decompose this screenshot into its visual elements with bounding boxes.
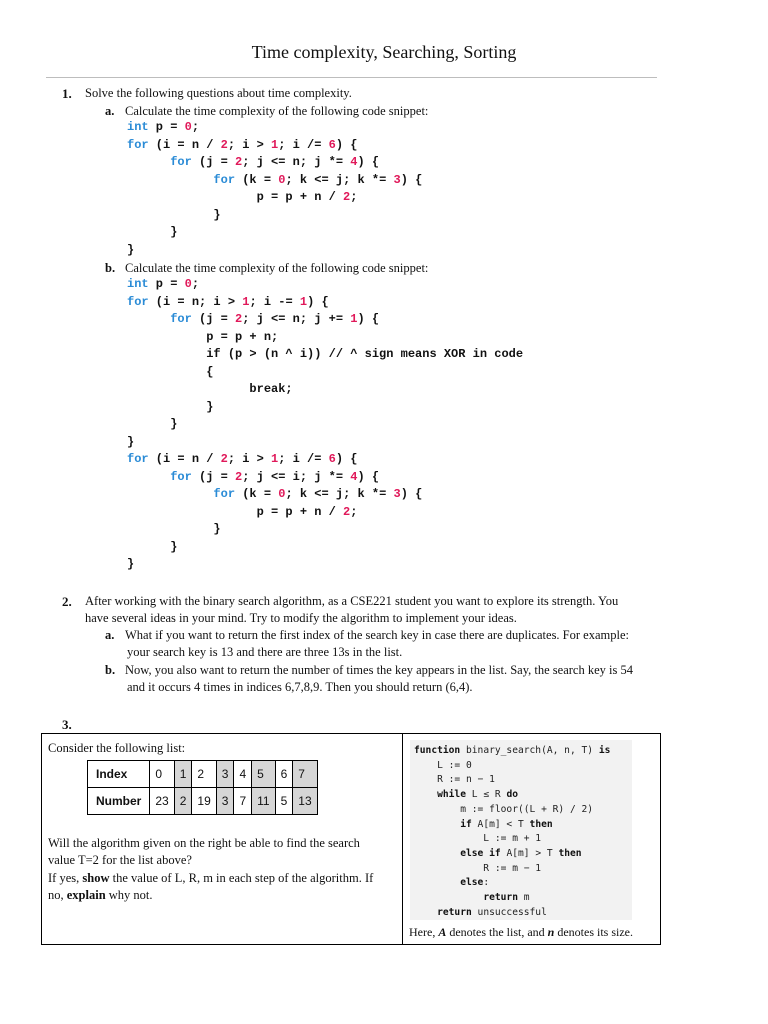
- question-2a: [105, 627, 629, 644]
- index-cell: 7: [293, 761, 317, 788]
- instr-show: show: [82, 871, 110, 885]
- question-3-intro: Consider the following list:: [48, 741, 186, 755]
- question-2b-label: b.: [105, 663, 116, 677]
- question-1b-text: Calculate the time complexity of the following code snippet:: [125, 261, 429, 275]
- index-cell: 3: [216, 761, 234, 788]
- instr-end: why not.: [105, 888, 153, 902]
- page-title: Time complexity, Searching, Sorting: [251, 42, 517, 62]
- instr-mid: the value of L, R, m in each step of the algorithm. If: [109, 871, 374, 885]
- question-3-number: 3.: [62, 717, 72, 732]
- number-cell: 19: [192, 788, 216, 815]
- note-mid: denotes the list, and: [446, 925, 548, 939]
- question-2-number: 2.: [62, 594, 72, 609]
- question-1b-label: b.: [105, 261, 116, 275]
- question-2-text-line1: After working with the binary search algorithm, as a CSE221 student you want to explore its strength. You: [85, 594, 619, 608]
- code-snippet-1b: int p = 0; for (i = n; i > 1; i -= 1) { for (j = 2; j <= n; j += 1) { p = p + n; if (p > (n ^ i)) // ^ sign means XOR in code { break; } } } for (i = n / 2; i > 1; i /= 6) { for (j = 2; j <= i; j *= 4) { for (k = 0; k <= j; k *= 3) { p = p + n / 2; } } }: [127, 277, 524, 571]
- question-1-number: 1.: [62, 86, 72, 101]
- instr-explain: explain: [66, 888, 106, 902]
- index-cell: 2: [192, 761, 216, 788]
- index-row: [88, 761, 318, 788]
- number-cell: 3: [216, 788, 234, 815]
- question-3-line2: value T=2 for the list above?: [48, 853, 192, 867]
- index-cell: 0: [150, 761, 174, 788]
- binary-search-algorithm: function binary_search(A, n, T) is L := 0 R := n − 1 while L ≤ R do m := floor((L + R) / 2) if A[m] < T then L := m + 1 else if A[m] > T then R := m − 1 else: return m return unsuccessful: [410, 740, 632, 920]
- number-header: Number: [88, 788, 150, 815]
- question-1-text: Solve the following questions about time complexity.: [85, 86, 352, 100]
- question-3-line1: Will the algorithm given on the right be able to find the search: [48, 836, 360, 850]
- box-divider: [402, 734, 403, 944]
- list-table: [87, 760, 318, 815]
- note-a: A: [438, 925, 447, 939]
- question-2a-line1: What if you want to return the first index of the search key in case there are duplicates. For example:: [125, 628, 629, 642]
- question-2b-line2: and it occurs 4 times in indices 6,7,8,9. Then you should return (6,4).: [127, 680, 473, 694]
- question-2-text-line2: have several ideas in your mind. Try to modify the algorithm to implement your ideas.: [85, 611, 517, 625]
- question-2b: [105, 662, 633, 679]
- number-cell: 2: [174, 788, 192, 815]
- number-cell: 7: [234, 788, 252, 815]
- number-cell: 11: [252, 788, 275, 815]
- question-1a-label: a.: [105, 104, 115, 118]
- index-cell: 1: [174, 761, 192, 788]
- question-1b: [105, 260, 428, 277]
- question-3-instruction-line2: [48, 887, 153, 904]
- algorithm-note: [409, 925, 633, 940]
- note-n: n: [547, 925, 555, 939]
- question-2a-label: a.: [105, 628, 115, 642]
- number-cell: 23: [150, 788, 174, 815]
- index-cell: 4: [234, 761, 252, 788]
- number-cell: 13: [293, 788, 317, 815]
- number-cell: 5: [275, 788, 293, 815]
- question-3-instruction-line1: [48, 870, 373, 887]
- question-1a-text: Calculate the time complexity of the following code snippet:: [125, 104, 429, 118]
- instr-pre: If yes,: [48, 871, 83, 885]
- note-end: denotes its size.: [554, 925, 634, 939]
- instr-no: no,: [48, 888, 67, 902]
- number-row: [88, 788, 318, 815]
- index-header: Index: [88, 761, 150, 788]
- question-2a-line2: your search key is 13 and there are three 13s in the list.: [127, 645, 403, 659]
- question-2b-line1: Now, you also want to return the number of times the key appears in the list. Say, the search key is 54: [125, 663, 633, 677]
- index-cell: 5: [252, 761, 275, 788]
- code-snippet-1a: int p = 0; for (i = n / 2; i > 1; i /= 6) { for (j = 2; j <= n; j *= 4) { for (k = 0; k <= j; k *= 3) { p = p + n / 2; } } }: [127, 120, 423, 257]
- note-pre: Here,: [409, 925, 439, 939]
- index-cell: 6: [275, 761, 293, 788]
- question-3-box: [41, 733, 661, 945]
- question-1a: [105, 103, 428, 120]
- title-divider: [46, 77, 657, 78]
